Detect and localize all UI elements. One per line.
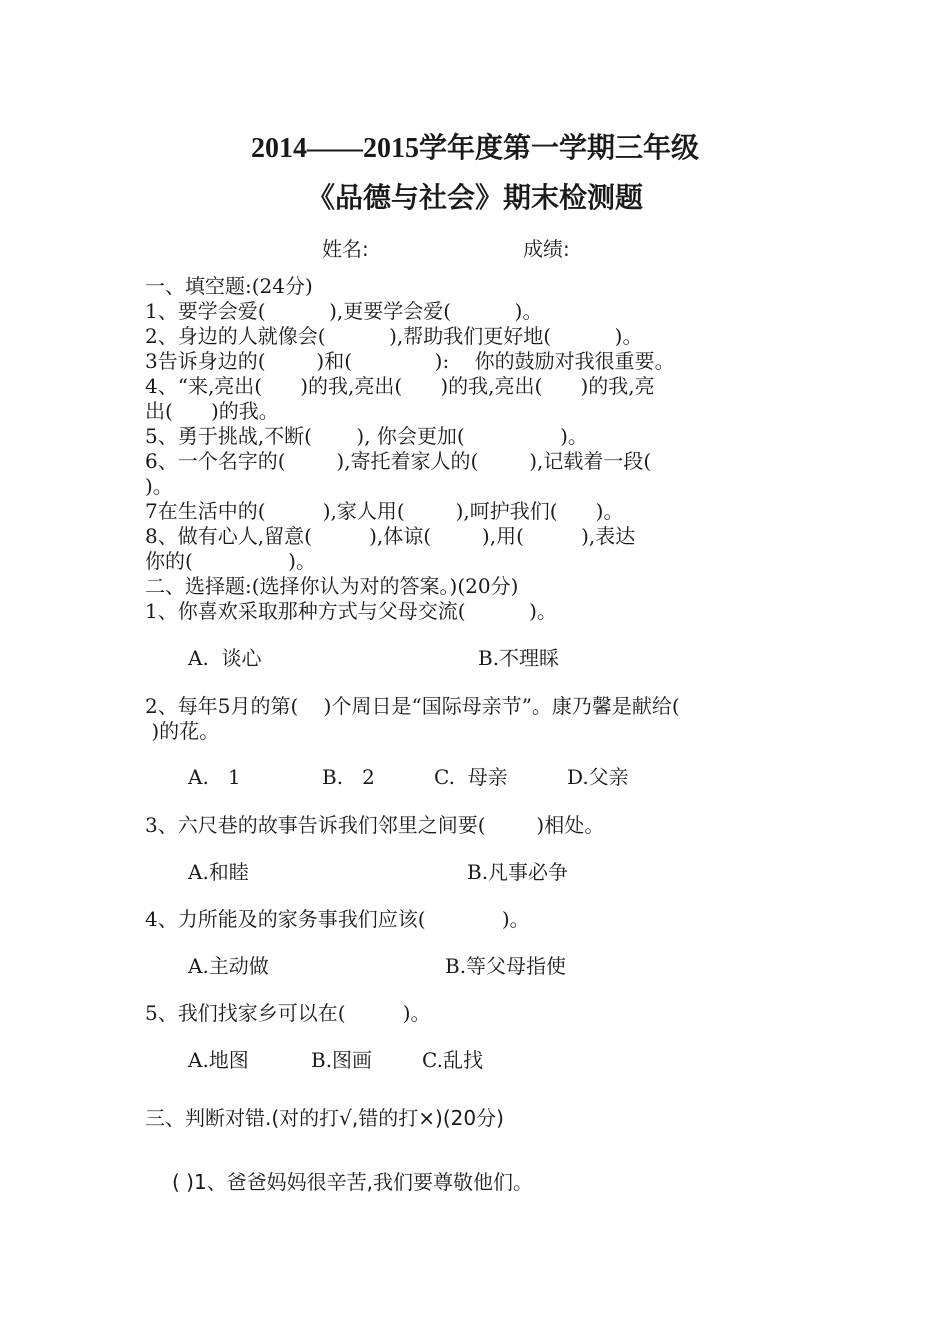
choice-2-option-a: A. 1 xyxy=(188,765,241,789)
choice-5-option-b: B.图画 xyxy=(311,1048,373,1072)
choice-1-option-a: A. 谈心 xyxy=(188,646,262,670)
fill-question-1: 1、要学会爱( ),更要学会爱( )。 xyxy=(145,299,543,323)
exam-title-line1: 2014——2015学年度第一学期三年级 xyxy=(250,133,699,164)
choice-2-option-d: D.父亲 xyxy=(567,765,629,789)
choice-4-option-b: B.等父母指使 xyxy=(445,954,567,978)
choice-question-3: 3、六尺巷的故事告诉我们邻里之间要( )相处。 xyxy=(145,813,605,837)
fill-question-7: 7在生活中的( ),家人用( ),呵护我们( )。 xyxy=(145,499,624,523)
choice-5-option-a: A.地图 xyxy=(188,1048,249,1072)
section3-heading: 三、判断对错.(对的打√,错的打×)(20分) xyxy=(145,1106,504,1130)
choice-question-1: 1、你喜欢采取那种方式与父母交流( )。 xyxy=(145,599,557,623)
section2-heading: 二、选择题:(选择你认为对的答案。)(20分) xyxy=(145,574,519,598)
choice-2-option-b: B. 2 xyxy=(322,765,375,789)
fill-question-8: 8、做有心人,留意( ),体谅( ),用( ),表达 xyxy=(145,524,636,548)
choice-4-option-a: A.主动做 xyxy=(188,954,269,978)
score-label: 成绩: xyxy=(523,237,570,261)
choice-2-option-c: C. 母亲 xyxy=(434,765,508,789)
fill-question-4-cont: 出( )的我。 xyxy=(145,399,279,423)
name-label: 姓名: xyxy=(322,237,369,261)
choice-question-2-cont: )的花。 xyxy=(145,719,220,743)
fill-question-6-cont: )。 xyxy=(145,474,173,498)
judge-question-1: ( )1、爸爸妈妈很辛苦,我们要尊敬他们。 xyxy=(172,1170,534,1194)
choice-1-option-b: B.不理睬 xyxy=(478,646,560,670)
choice-3-option-b: B.凡事必争 xyxy=(467,860,569,884)
choice-question-2: 2、每年5月的第( )个周日是“国际母亲节”。康乃馨是献给( xyxy=(145,694,680,718)
exam-title-line2: 《品德与社会》期末检测题 xyxy=(306,183,643,214)
choice-3-option-a: A.和睦 xyxy=(188,860,249,884)
choice-5-option-c: C.乱找 xyxy=(422,1048,483,1072)
fill-question-3: 3告诉身边的( )和( ): 你的鼓励对我很重要。 xyxy=(145,349,675,373)
fill-question-5: 5、勇于挑战,不断( ), 你会更加( )。 xyxy=(145,424,588,448)
fill-question-4: 4、“来,亮出( )的我,亮出( )的我,亮出( )的我,亮 xyxy=(145,374,655,398)
section1-heading: 一、填空题:(24分) xyxy=(145,274,313,298)
choice-question-5: 5、我们找家乡可以在( )。 xyxy=(145,1001,431,1025)
choice-question-4: 4、力所能及的家务事我们应该( )。 xyxy=(145,907,530,931)
fill-question-2: 2、身边的人就像会( ),帮助我们更好地( )。 xyxy=(145,324,643,348)
fill-question-6: 6、一个名字的( ),寄托着家人的( ),记载着一段( xyxy=(145,449,652,473)
fill-question-8-cont: 你的( )。 xyxy=(145,549,316,573)
